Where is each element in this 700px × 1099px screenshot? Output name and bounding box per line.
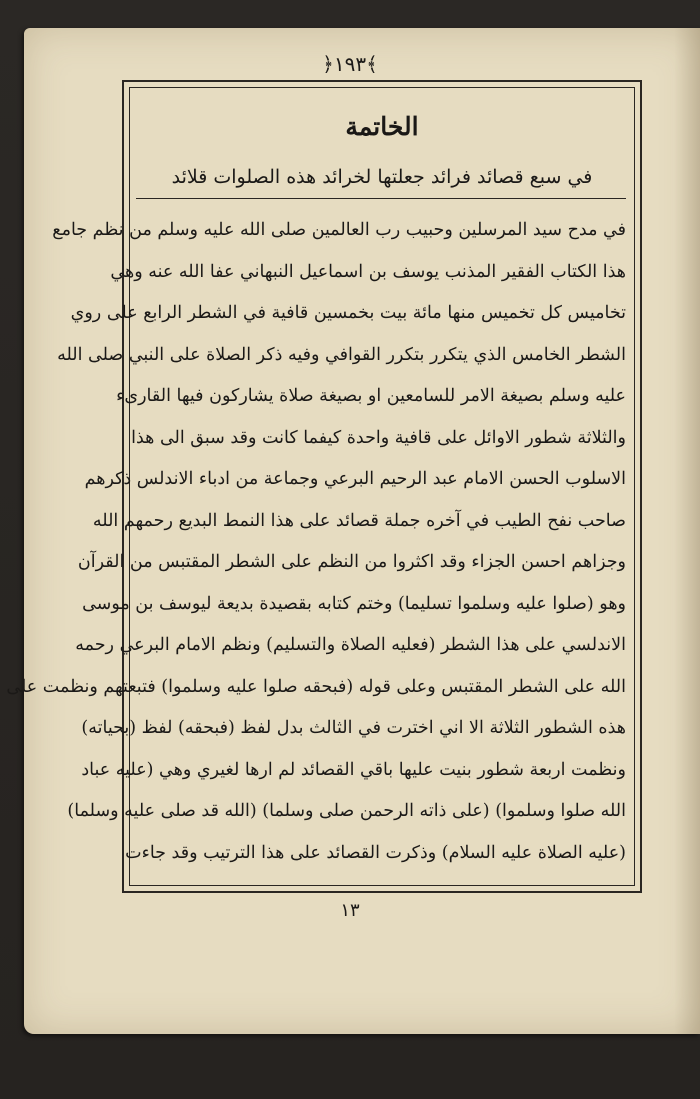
text-line: وهو (صلوا عليه وسلموا تسليما) وختم كتابه بقصيدة بديعة ليوسف بن موسى bbox=[82, 593, 626, 614]
text-line: الله صلوا وسلموا) (على ذاته الرحمن صلى وسلما) (الله قد صلى عليه وسلما) bbox=[67, 801, 626, 821]
text-line: الاندلسي على هذا الشطر (فعليه الصلاة والتسليم) ونظم الامام البرعي رحمه bbox=[75, 635, 626, 655]
text-line: هذه الشطور الثلاثة الا اني اخترت في الثالث بدل لفظ (فبحقه) لفظ (بحياته) bbox=[81, 718, 626, 738]
text-line: ونظمت اربعة شطور بنيت عليها باقي القصائد لم ارها لغيري وهي (عليه عباد bbox=[81, 759, 626, 780]
text-line: صاحب نفح الطيب في آخره جملة قصائد على هذا النمط البديع رحمهم الله bbox=[92, 510, 626, 531]
heading-divider bbox=[136, 198, 626, 199]
page-edge-shadow bbox=[674, 28, 700, 1034]
text-line: الاسلوب الحسن الامام عبد الرحيم البرعي وجماعة من ادباء الاندلس ذكرهم bbox=[84, 469, 626, 489]
text-line: في مدح سيد المرسلين وحبيب رب العالمين صلى الله عليه وسلم من نظم جامع bbox=[52, 220, 626, 240]
text-line: وجزاهم احسن الجزاء وقد اكثروا من النظم على الشطر المقتبس من القرآن bbox=[77, 552, 626, 572]
chapter-subheading: في سبع قصائد فرائد جعلتها لخرائد هذه الصلوات قلائد bbox=[171, 166, 593, 188]
text-line: (عليه الصلاة عليه السلام) وذكرت القصائد على هذا الترتيب وقد جاءت bbox=[125, 842, 626, 863]
text-line: هذا الكتاب الفقير المذنب يوسف بن اسماعيل النبهاني عفا الله عنه وهي bbox=[110, 261, 626, 282]
text-line: الشطر الخامس الذي يتكرر بتكرر القوافي وفيه ذكر الصلاة على النبي صلى الله bbox=[57, 344, 626, 365]
text-line: الله على الشطر المقتبس وعلى قوله (فبحقه صلوا عليه وسلموا) فتبعتهم ونظمت على bbox=[6, 676, 626, 697]
signature-mark: ١٣ bbox=[340, 900, 360, 921]
text-line: والثلاثة شطور الاوائل على قافية واحدة كيفما كانت وقد سبق الى هذا bbox=[131, 427, 626, 448]
body-text bbox=[6, 210, 626, 874]
page-number-top: ﴿١٩٣﴾ bbox=[322, 52, 378, 76]
chapter-heading: الخاتمة bbox=[345, 112, 419, 141]
text-line: تخاميس كل تخميس منها مائة بيت بخمسين قافية في الشطر الرابع على روي bbox=[70, 303, 626, 323]
text-line: عليه وسلم بصيغة الامر للسامعين او بصيغة صلاة يشاركون فيها القارىء bbox=[116, 386, 626, 406]
